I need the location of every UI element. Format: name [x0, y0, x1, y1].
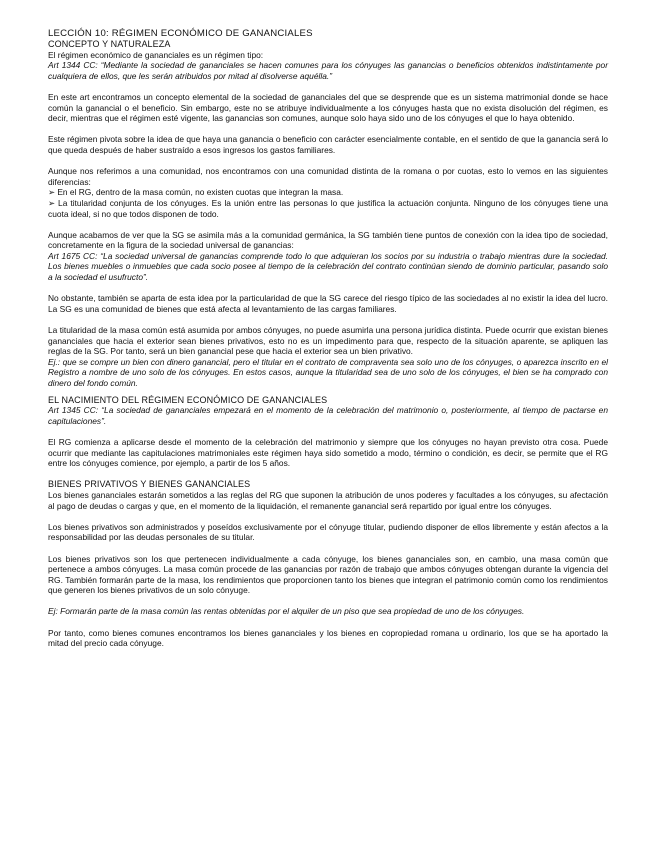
paragraph-privativos: Los bienes privativos son administrados y poseídos exclusivamente por el cónyuge titular, pudiendo disponer de ellos libremente y están afectos a la responsabilidad por las deudas personales de su titular.: [48, 521, 608, 543]
paragraph-titularidad-masa: La titularidad de la masa común está asumida por ambos cónyuges, no puede asumirla una persona jurídica distinta. Puede ocurrir que existan bienes gananciales que hacia el exterior sean bienes privativos, esto no es un impedimento para que, respecto de la situación aparente, se apliquen las reglas de la SG. Por tanto, será un bien ganancial pese que hacia el exterior sea un bien privativo.: [48, 325, 608, 357]
paragraph-gananciales: Los bienes gananciales estarán sometidos a las reglas del RG que suponen la atribución de unos poderes y facultades a los cónyuges, su afectación al pago de deudas o cargas y que, en el momento de la liquidación, el remanente ganancial será repartido por igual entre los cónyuges.: [48, 489, 608, 511]
paragraph-concepto: En este art encontramos un concepto elemental de la sociedad de gananciales del que se desprende que es un sistema matrimonial donde se hace común la ganancial o el beneficio. Sin embargo, este no se atribuye individualmente a los cónyuges hasta que no exista disolución del régimen, es decir, mientras que el régimen esté vigente, las ganancias son comunes, aunque solo haya sido uno de los cónyuges el que lo haya obtenido.: [48, 91, 608, 124]
paragraph-ganancia: Este régimen pivota sobre la idea de que haya una ganancia o beneficio con carácter esencialmente contable, en el sentido de que la ganancia será lo que queda después de haber sustraído a esos ingresos los gastos familiares.: [48, 134, 608, 155]
paragraph-masa-comun: Los bienes privativos son los que pertenecen individualmente a cada cónyuge, los bienes gananciales son, en cambio, una masa común que pertenece a ambos cónyuges. La masa común procede de las ganancias por razón de trabajo que ambos cónyuges obtengan durante la vigencia del RG. También formarán parte de la masa, los rendimientos que proporcionen tanto los bienes que integran el patrimonio común como los rendimientos que generen los bienes privativos de un solo cónyuge.: [48, 553, 608, 596]
section-title-bienes: BIENES PRIVATIVOS Y BIENES GANANCIALES: [48, 479, 251, 490]
example-compraventa: Ej.: que se compre un bien con dinero ganancial, pero el titular en el contrato de compraventa sea solo uno de los cónyuges, o aparezca inscrito en el Registro a nombre de uno solo de los cónyuges. En estos casos, aunque la titularidad sea de uno solo de los cónyuges, el bien se ha comprado con dinero del fondo común.: [48, 356, 608, 388]
paragraph-lucro: No obstante, también se aparta de esta idea por la particularidad de que la SG carece del riesgo típico de las sociedades al no existir la idea del lucro. La SG es una comunidad de bienes que está afecta al levantamiento de las cargas familiares.: [48, 293, 608, 314]
intro-line: El régimen económico de gananciales es un régimen tipo:: [48, 49, 264, 60]
document-page: [48, 28, 608, 649]
quote-art-1344: Art 1344 CC: “Mediante la sociedad de gananciales se hacen comunes para los cónyuges las ganancias o beneficios obtenidos indistintamente por cualquiera de ellos, que les serán atribuidos por mitad al disolverse aquélla.”: [48, 60, 608, 81]
paragraph-germanica: Aunque acabamos de ver que la SG se asimila más a la comunidad germánica, la SG también tiene puntos de conexión con la idea tipo de sociedad, concretamente en la figura de la sociedad universal de ganancias:: [48, 229, 608, 251]
section-title-nacimiento: EL NACIMIENTO DEL RÉGIMEN ECONÓMICO DE GANANCIALES: [48, 394, 328, 405]
paragraph-comienzo: El RG comienza a aplicarse desde el momento de la celebración del matrimonio y siempre que los cónyuges no hayan previsto otra cosa. Puede ocurrir que mediante las capitulaciones matrimoniales este régimen haya sido sometido a modo, término o condición, es decir, se permite que el RG entre los cónyuges comience, por ejemplo, a partir de los 5 años.: [48, 436, 608, 469]
bullet-cuotas: ➢ En el RG, dentro de la masa común, no existen cuotas que integran la masa.: [48, 187, 344, 198]
example-alquiler: Ej: Formarán parte de la masa común las rentas obtenidas por el alquiler de un piso que sea propiedad de uno de los cónyuges.: [48, 606, 525, 617]
section-title-concepto: CONCEPTO Y NATURALEZA: [48, 39, 171, 49]
lesson-title: LECCIÓN 10: RÉGIMEN ECONÓMICO DE GANANCIALES: [48, 28, 313, 39]
paragraph-comunidad: Aunque nos referimos a una comunidad, nos encontramos con una comunidad distinta de la romana o por cuotas, esto lo vemos en las siguientes diferencias:: [48, 166, 608, 187]
bullet-titularidad: ➢ La titularidad conjunta de los cónyuges. Es la unión entre las personas lo que justifica la actuación conjunta. Ninguno de los cónyuges tiene una cuota ideal, si no que todos disponen de todo.: [48, 197, 608, 219]
quote-art-1345: Art 1345 CC: “La sociedad de gananciales empezará en el momento de la celebración del matrimonio o, posteriormente, al tiempo de pactarse en capitulaciones”.: [48, 405, 608, 426]
quote-art-1675: Art 1675 CC: “La sociedad universal de ganancias comprende todo lo que adquieran los socios por su industria o trabajo mientras dure la sociedad. Los bienes muebles o inmuebles que cada socio posee al tiempo de la celebración del contrato continúan siendo de dominio particular, pasando solo a la sociedad el usufructo”.: [48, 250, 608, 283]
paragraph-bienes-comunes: Por tanto, como bienes comunes encontramos los bienes gananciales y los bienes en copropiedad romana u ordinario, los que se ha aportado la mitad del precio cada cónyuge.: [48, 627, 608, 649]
